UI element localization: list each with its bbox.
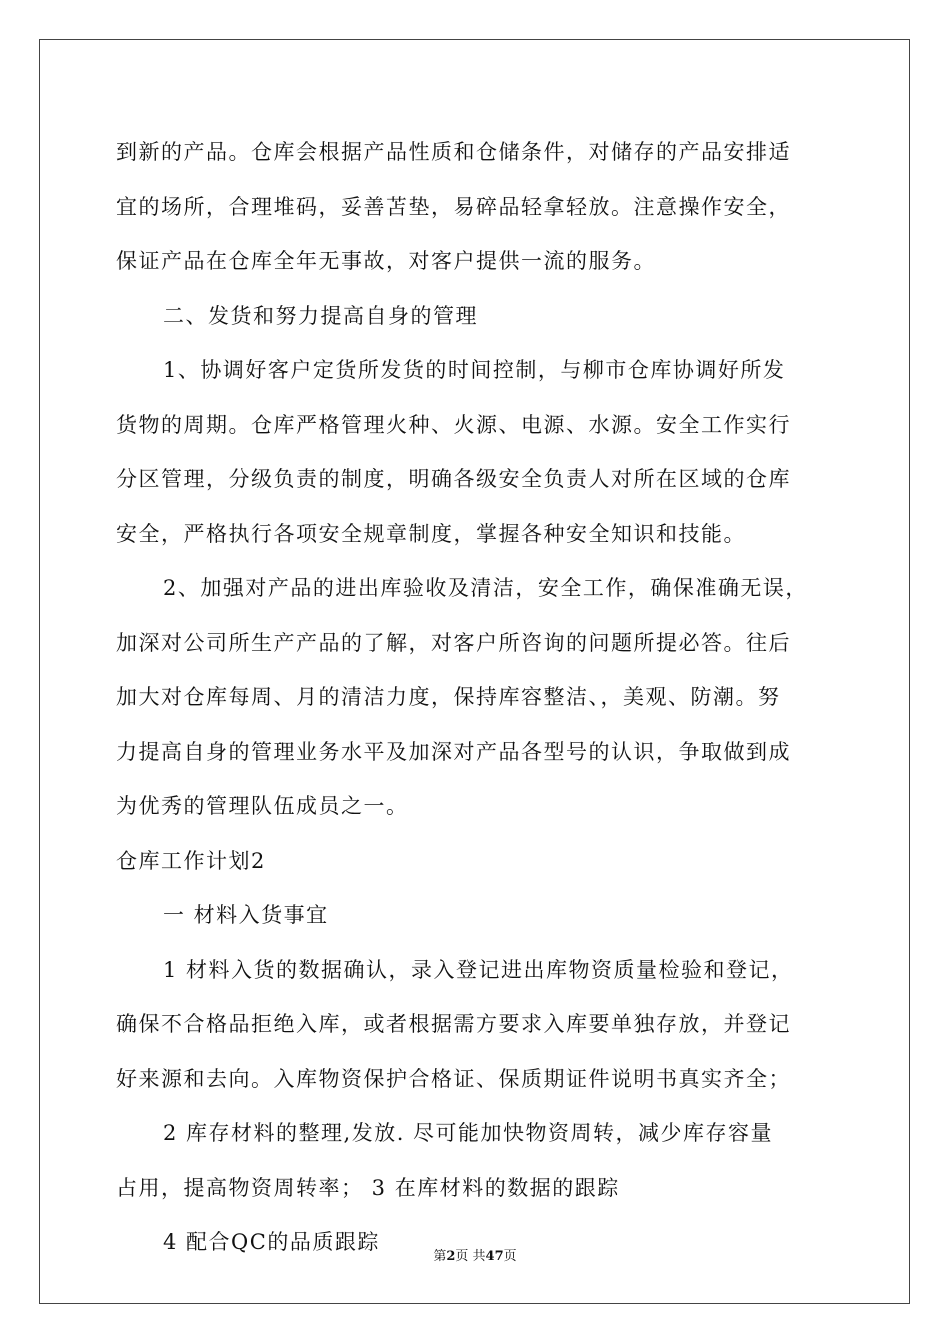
text-line: 1、协调好客户定货所发货的时间控制，与柳市仓库协调好所发	[163, 358, 786, 382]
text-line: 力提高自身的管理业务水平及加深对产品各型号的认识，争取做到成	[116, 739, 791, 764]
document-body	[116, 125, 836, 1270]
text-line: 二、发货和努力提高自身的管理	[163, 303, 478, 328]
text-line: 分区管理，分级负责的制度，明确各级安全负责人对所在区域的仓库	[116, 467, 791, 491]
text-line: 1 材料入货的数据确认，录入登记进出库物资质量检验和登记，	[163, 957, 794, 982]
page-footer	[0, 1248, 950, 1266]
text-line: 占用，提高物资周转率； 3 在库材料的数据的跟踪	[116, 1175, 620, 1200]
text-line: 一 材料入货事宜	[163, 903, 329, 927]
text-line: 加深对公司所生产产品的了解，对客户所咨询的问题所提必答。往后	[116, 630, 791, 655]
text-line: 好来源和去向。入库物资保护合格证、保质期证件说明书真实齐全；	[116, 1066, 791, 1091]
text-line: 2、加强对产品的进出库验收及清洁，安全工作，确保准确无误，	[163, 576, 808, 600]
text-line: 仓库工作计划2	[116, 848, 266, 873]
text-line: 确保不合格品拒绝入库，或者根据需方要求入库要单独存放，并登记	[116, 1012, 791, 1036]
text-line: 加大对仓库每周、月的清洁力度，保持库容整洁、，美观、防潮。努	[116, 685, 781, 709]
text-line: 保证产品在仓库全年无事故，对客户提供一流的服务。	[116, 249, 656, 273]
text-line: 宜的场所，合理堆码，妥善苫垫，易碎品轻拿轻放。注意操作安全，	[116, 194, 791, 219]
footer-suffix: 页	[503, 1249, 517, 1264]
text-line: 货物的周期。仓库严格管理火种、火源、电源、水源。安全工作实行	[116, 412, 791, 437]
text-line: 到新的产品。仓库会根据产品性质和仓储条件，对储存的产品安排适	[116, 140, 791, 164]
total-page-count: 47	[485, 1249, 504, 1264]
footer-mid: 页 共	[455, 1249, 486, 1264]
text-line: 为优秀的管理队伍成员之一。	[116, 794, 409, 818]
text-line: 2 库存材料的整理,发放. 尽可能加快物资周转，减少库存容量	[163, 1121, 774, 1145]
current-page-number: 2	[446, 1249, 456, 1264]
text-line: 4 配合QC的品质跟踪	[163, 1230, 380, 1254]
footer-prefix: 第	[433, 1249, 447, 1264]
text-line: 安全，严格执行各项安全规章制度，掌握各种安全知识和技能。	[116, 521, 746, 546]
